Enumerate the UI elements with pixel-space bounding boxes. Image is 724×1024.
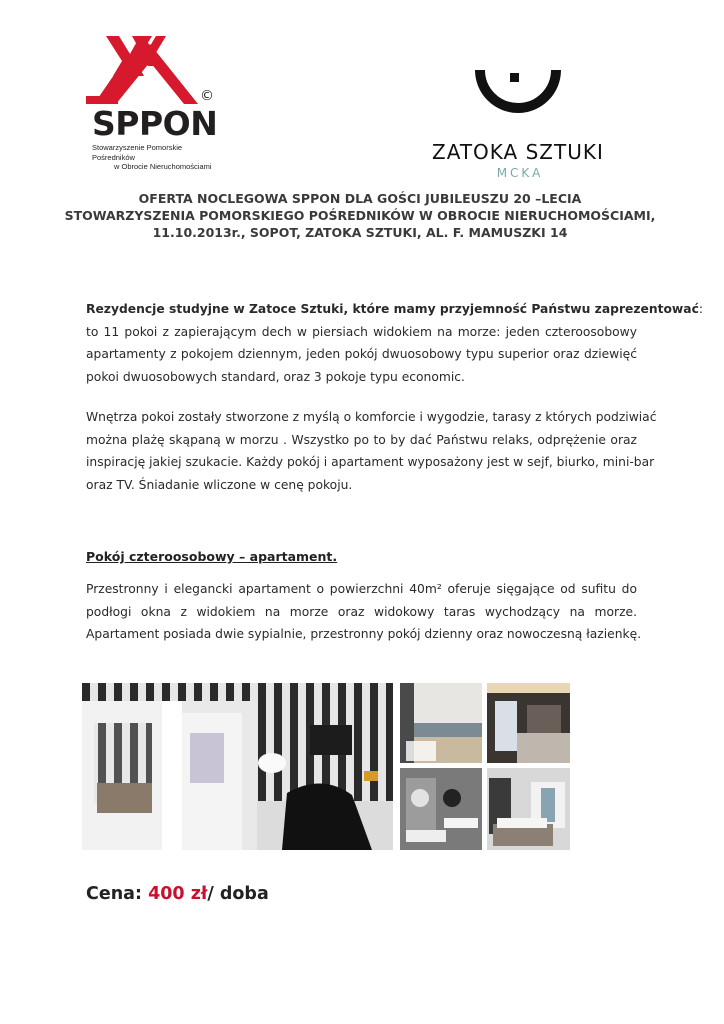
sppon-logo [86,32,218,171]
bathroom-photo [400,768,482,850]
paragraph-line: Apartament posiada dwie sypialnie, przestronny pokój dzienny oraz nowoczesną łazienkę. [86,627,642,641]
paragraph-line: to 11 pokoi z zapierającym dech w piersiach widokiem na morze: jeden czteroosobowy [86,324,637,339]
sppon-subtitle [92,143,218,172]
price-line [86,884,269,904]
second-bedroom-photo [487,768,570,850]
sppon-copyright: © [200,88,214,104]
paragraph-line: oraz TV. Śniadanie wliczone w cenę pokoju. [86,477,353,492]
sppon-subtitle-line: w Obrocie Nieruchomościami [114,162,212,171]
sppon-wordmark: SPPON [92,104,218,143]
heading-line: OFERTA NOCLEGOWA SPPON DLA GOŚCI JUBILEUSZU 20 –LECIA [138,191,582,206]
intro-paragraph [86,298,704,388]
zatoka-wordmark: ZATOKA SZTUKI [432,140,604,164]
zatoka-sztuki-logo [432,64,608,184]
paragraph-line: podłogi okna z widokiem na morze oraz widokowy taras wychodzący na morze. [86,604,637,619]
apartment-living-room-photo [82,683,393,850]
section-title: Pokój czteroosobowy – apartament. [86,549,338,564]
intro-bold-lead: Rezydencje studyjne w Zatoce Sztuki, które mamy przyjemność Państwu zaprezentować [86,302,699,316]
paragraph-line: pokoi dwuosobowych standard, oraz 3 pokoje typu economic. [86,369,465,384]
paragraph-line: Przestronny i elegancki apartament o powierzchni 40m² oferuje sięgające od sufitu do [86,582,637,596]
price-label: Cena: [86,884,142,904]
paragraph-line: inspirację jakiej szukacie. Każdy pokój i apartament wyposażony jest w sejf, biurko, mini-bar [86,455,655,469]
paragraph-line [86,298,704,321]
paragraph-line: można plażę skąpaną w morzu . Wszystko po to by dać Państwu relaks, odprężenie oraz [86,432,637,447]
sppon-subtitle-line: Stowarzyszenie Pomorskie Pośredników [92,143,183,162]
offer-heading [60,190,660,241]
sppon-roof-icon [86,32,218,112]
heading-line: STOWARZYSZENIA POMORSKIEGO POŚREDNIKÓW W OBROCIE NIERUCHOMOŚCIAMI, [64,208,656,223]
bedroom-photo [487,683,570,763]
price-value: 400 zł [148,884,208,904]
paragraph-line: apartamenty z pokojem dziennym, jeden pokój dwuosobowy typu superior oraz dziewięć [86,347,637,361]
paragraph-line: Wnętrza pokoi zostały stworzone z myślą o komforcie i wygodzie, tarasy z których podziwiać [86,410,657,424]
intro-colon: : [698,302,704,316]
price-suffix: / doba [207,884,269,904]
apartment-paragraph [86,578,642,646]
heading-line: 11.10.2013r., SOPOT, ZATOKA SZTUKI, AL. F. MAMUSZKI 14 [152,225,568,240]
sea-view-photo [400,683,482,763]
zatoka-subtitle: MCKA [496,166,544,180]
smile-icon [432,64,608,134]
interior-paragraph [86,406,657,496]
